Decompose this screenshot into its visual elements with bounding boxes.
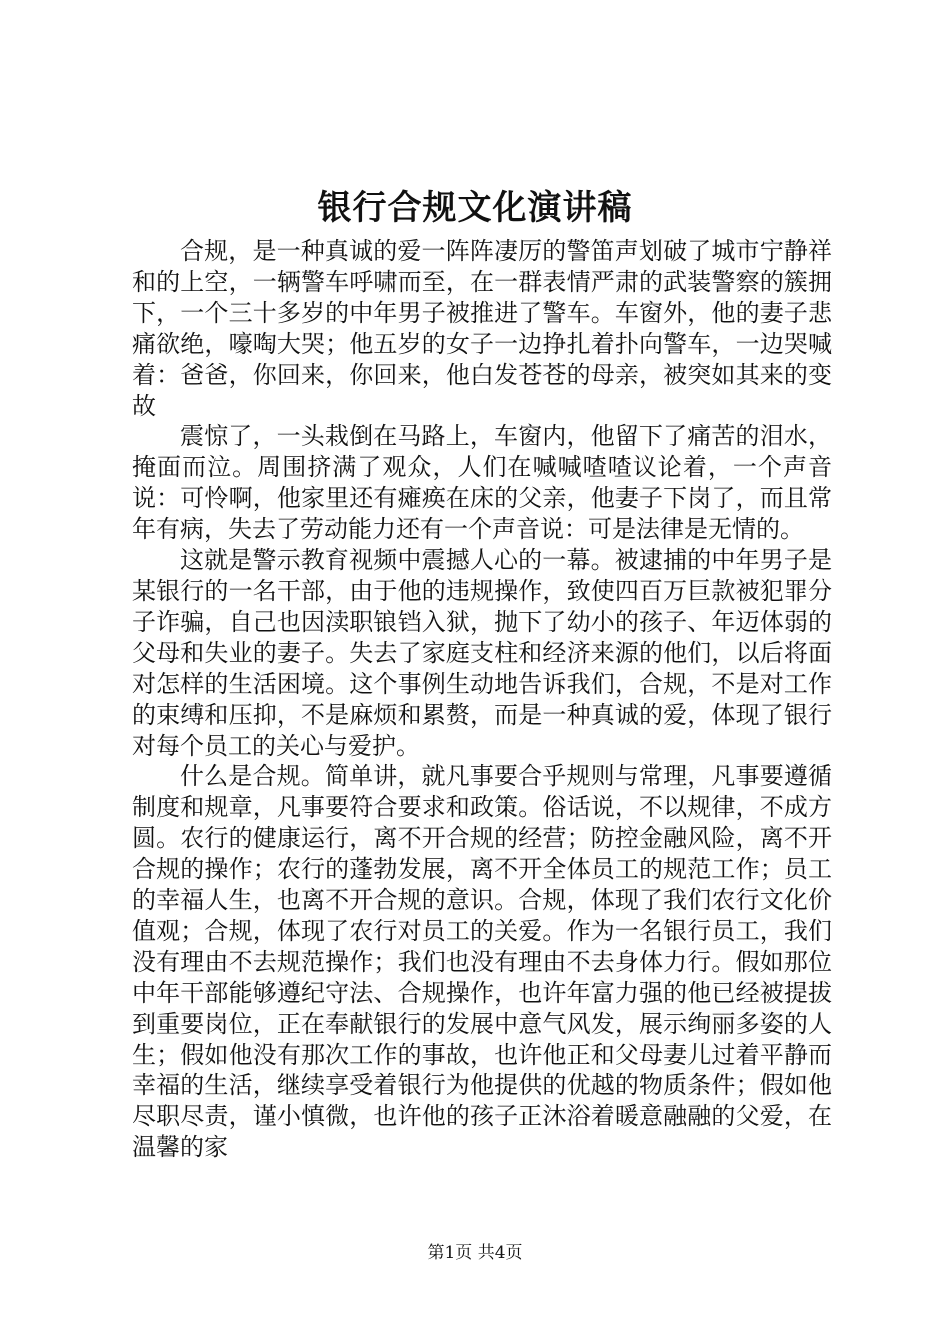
page-number-footer: 第1页 共4页	[427, 1243, 523, 1263]
paragraph-1: 合规，是一种真诚的爱一阵阵凄厉的警笛声划破了城市宁静祥和的上空，一辆警车呼啸而至，在一群表情严肃的武装警察的簇拥下，一个三十多岁的中年男子被推进了警车。车窗外，他的妻子悲痛欲绝，嚎啕大哭；他五岁的女子一边挣扎着扑向警车，一边哭喊着：爸爸，你回来，你回来，他白发苍苍的母亲，被突如其来的变故	[132, 237, 832, 420]
paragraph-4: 什么是合规。简单讲，就凡事要合乎规则与常理，凡事要遵循制度和规章，凡事要符合要求和政策。俗话说，不以规律，不成方圆。农行的健康运行，离不开合规的经营；防控金融风险，离不开合规的操作；农行的蓬勃发展，离不开全体员工的规范工作；员工的幸福人生，也离不开合规的意识。合规，体现了我们农行文化价值观；合规，体现了农行对员工的关爱。作为一名银行员工，我们没有理由不去规范操作；我们也没有理由不去身体力行。假如那位中年干部能够遵纪守法、合规操作，也许年富力强的他已经被提拔到重要岗位，正在奉献银行的发展中意气风发，展示绚丽多姿的人生；假如他没有那次工作的事故，也许他正和父母妻儿过着平静而幸福的生活，继续享受着银行为他提供的优越的物质条件；假如他尽职尽责，谨小慎微，也许他的孩子正沐浴着暖意融融的父爱，在温馨的家	[132, 762, 832, 1162]
paragraph-3: 这就是警示教育视频中震撼人心的一幕。被逮捕的中年男子是某银行的一名干部，由于他的违规操作，致使四百万巨款被犯罪分子诈骗，自己也因渎职锒铛入狱，抛下了幼小的孩子、年迈体弱的父母和失业的妻子。失去了家庭支柱和经济来源的他们，以后将面对怎样的生活困境。这个事例生动地告诉我们，合规，不是对工作的束缚和压抑，不是麻烦和累赘，而是一种真诚的爱，体现了银行对每个员工的关心与爱护。	[132, 546, 832, 760]
document-body	[132, 236, 832, 1163]
paragraph-2: 震惊了，一头栽倒在马路上，车窗内，他留下了痛苦的泪水，掩面而泣。周围挤满了观众，人们在喊喊喳喳议论着，一个声音说：可怜啊，他家里还有瘫痪在床的父亲，他妻子下岗了，而且常年有病，失去了劳动能力还有一个声音说：可是法律是无情的。	[132, 422, 832, 544]
document-title: 银行合规文化演讲稿	[317, 188, 633, 228]
